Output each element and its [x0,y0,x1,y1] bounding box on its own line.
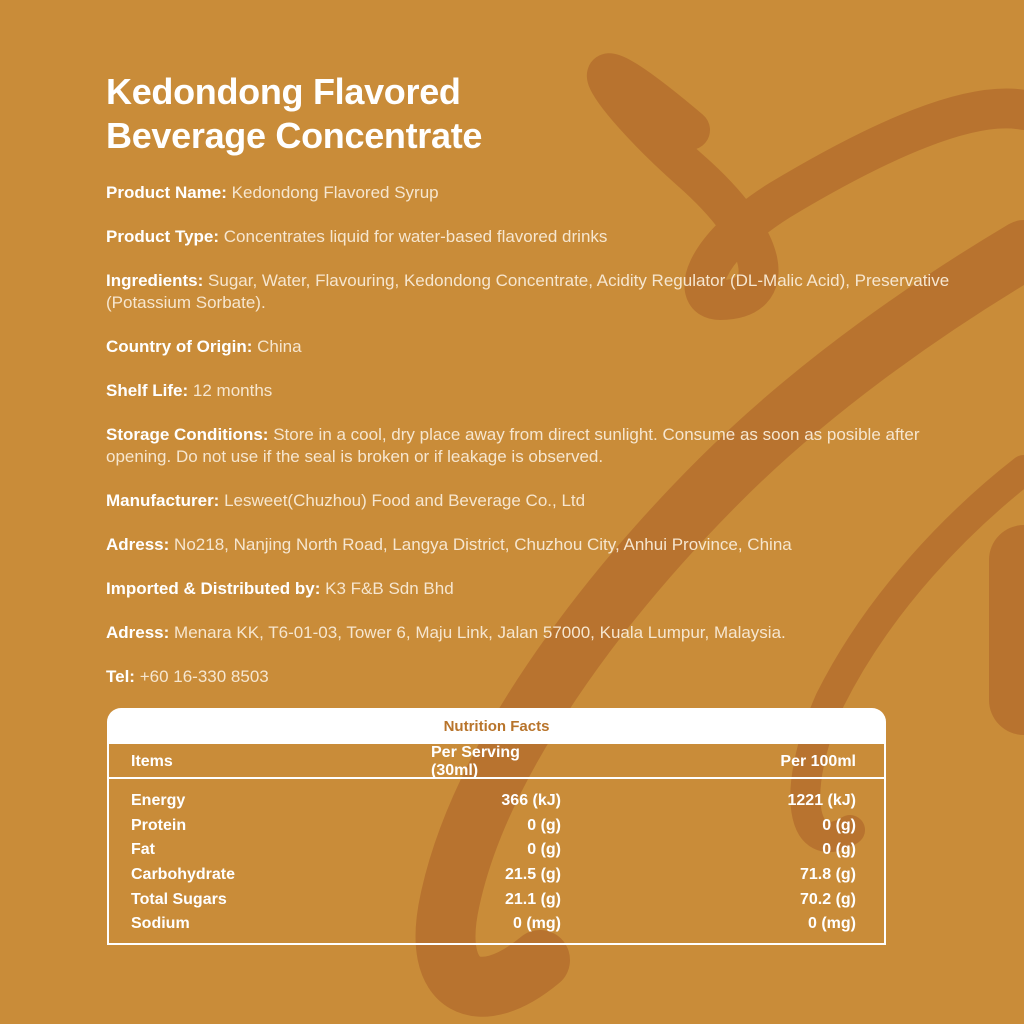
field-distributor-address [106,622,986,644]
nutrition-row-sodium [109,912,884,937]
field-label: Imported & Distributed by: [106,579,321,598]
nutrition-header-row [109,744,884,779]
field-list [106,182,986,688]
nutrition-body [107,744,886,945]
field-manufacturer-address [106,534,986,556]
field-value: Lesweet(Chuzhou) Food and Beverage Co., Ltd [224,491,586,510]
row-item: Energy [131,792,186,810]
product-info [106,70,986,710]
nutrition-row-total-sugars [109,887,884,912]
row-per-serving: 21.5 (g) [504,866,561,884]
field-manufacturer [106,490,986,512]
nutrition-row-protein [109,814,884,839]
field-storage [106,424,986,468]
row-per-100ml: 71.8 (g) [799,866,856,884]
row-per-100ml: 0 (mg) [808,915,856,933]
field-value: K3 F&B Sdn Bhd [325,579,454,598]
row-per-100ml: 70.2 (g) [799,890,856,908]
row-per-serving: 0 (g) [527,816,561,834]
row-per-serving: 0 (mg) [513,915,561,933]
row-item: Protein [131,816,187,834]
field-label: Manufacturer: [106,491,220,510]
field-value: No218, Nanjing North Road, Langya District, Chuzhou City, Anhui Province, China [174,535,792,554]
row-per-serving: 21.1 (g) [504,890,561,908]
row-item: Total Sugars [131,890,227,908]
row-per-100ml: 0 (g) [822,816,856,834]
field-product-type [106,226,986,248]
nutrition-facts-table [107,708,886,945]
nutrition-title: Nutrition Facts [107,708,886,744]
field-label: Adress: [106,623,170,642]
nutrition-row-energy [109,789,884,814]
row-per-serving: 366 (kJ) [501,792,561,810]
field-product-name [106,182,986,204]
field-value: 12 months [192,381,273,400]
row-per-100ml: 0 (g) [822,841,856,859]
field-value: Menara KK, T6-01-03, Tower 6, Maju Link, Jalan 57000, Kuala Lumpur, Malaysia. [174,623,786,642]
field-label: Ingredients: [106,271,204,290]
field-label: Product Name: [106,183,227,202]
field-label: Tel: [106,667,135,686]
field-value: Kedondong Flavored Syrup [231,183,439,202]
nutrition-rows [109,779,884,937]
nutrition-row-fat [109,838,884,863]
field-shelf-life [106,380,986,402]
field-value: Concentrates liquid for water-based flavored drinks [223,227,608,246]
field-ingredients [106,270,986,314]
field-label: Product Type: [106,227,220,246]
column-header-per-100ml: Per 100ml [780,753,856,770]
field-value: China [257,337,302,356]
field-label: Storage Conditions: [106,425,269,444]
nutrition-row-carbohydrate [109,863,884,888]
field-tel [106,666,986,688]
row-item: Carbohydrate [131,866,236,884]
field-label: Adress: [106,535,170,554]
row-per-100ml: 1221 (kJ) [787,792,856,810]
row-item: Fat [131,841,155,859]
field-label: Shelf Life: [106,381,189,400]
field-value: Store in a cool, dry place away from direct sunlight. Consume as soon as posible after opening. Do not use if the seal is broken or if leakage is observed. [106,425,920,466]
column-header-items: Items [131,753,173,770]
field-label: Country of Origin: [106,337,253,356]
field-value: +60 16-330 8503 [139,667,269,686]
column-header-per-serving: Per Serving (30ml) [431,744,520,779]
row-item: Sodium [131,915,190,933]
page-title: Kedondong Flavored Beverage Concentrate [106,71,483,156]
row-per-serving: 0 (g) [527,841,561,859]
field-distributor [106,578,986,600]
field-value: Sugar, Water, Flavouring, Kedondong Concentrate, Acidity Regulator (DL-Malic Acid), Preservative (Potassium Sorbate). [106,271,950,312]
field-country [106,336,986,358]
